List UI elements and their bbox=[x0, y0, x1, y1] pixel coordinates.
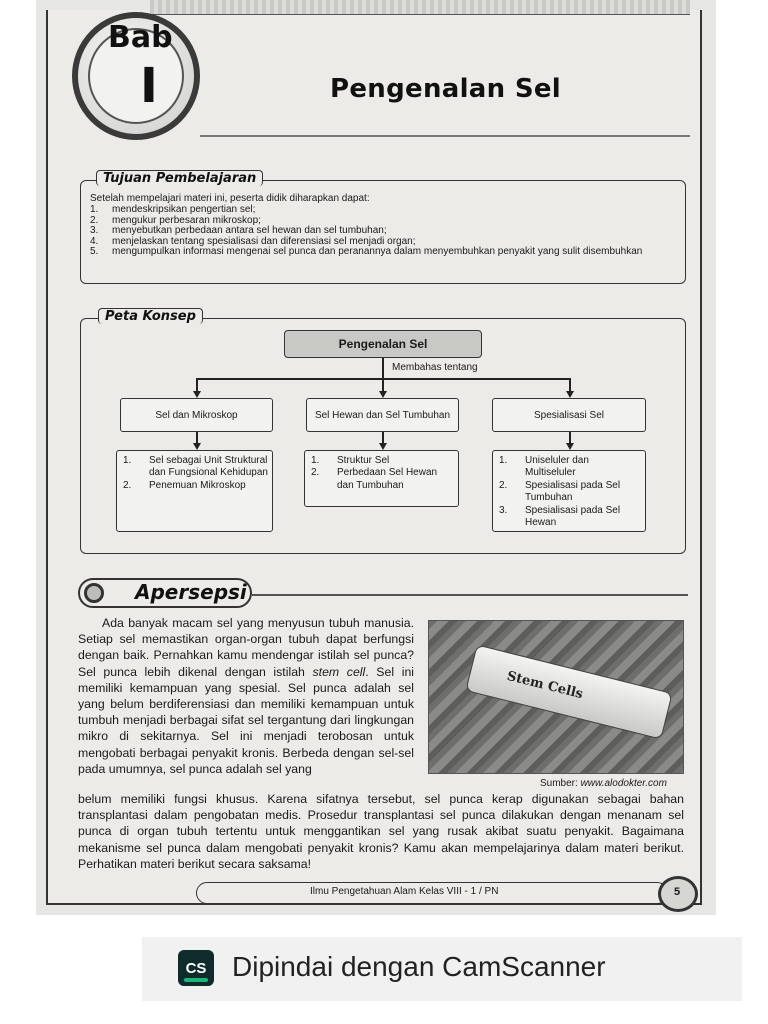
item-text: mengumpulkan informasi mengenai sel punca dan peranannya dalam menyembuhkan penyakit yang sulit disembuhkan bbox=[112, 246, 643, 258]
concept-leaf bbox=[492, 450, 646, 532]
list-item bbox=[123, 455, 268, 480]
item-text: Sel sebagai Unit Struktural dan Fungsional Kehidupan bbox=[149, 455, 268, 479]
item-text: menyebutkan perbedaan antara sel hewan dan sel tumbuhan; bbox=[112, 225, 387, 237]
item-number: 5. bbox=[90, 246, 99, 258]
caption-source: www.alodokter.com bbox=[580, 778, 667, 789]
item-number: 1. bbox=[123, 455, 132, 466]
list-item bbox=[499, 505, 641, 530]
item-text: mengukur perbesaran mikroskop; bbox=[112, 214, 261, 226]
connector-line bbox=[382, 432, 384, 443]
list-item bbox=[90, 247, 680, 258]
connector-line bbox=[196, 432, 198, 443]
paragraph-text: Ada banyak macam sel yang menyusun tubuh manusia. Setiap sel memastikan organ-organ tubuh dapat berfungsi dengan baik. Pernahkan kamu mendengar istilah sel punca? Sel punca lebih dikenal dengan istilah bbox=[78, 616, 414, 679]
connector-line bbox=[196, 378, 198, 391]
bullet-circle-icon bbox=[84, 583, 104, 603]
connector-line bbox=[382, 378, 384, 391]
paragraph-italic-term: stem cell bbox=[312, 664, 366, 679]
connector-line bbox=[569, 378, 571, 391]
item-number: 3. bbox=[90, 225, 99, 237]
item-text: mendeskripsikan pengertian sel; bbox=[112, 204, 256, 215]
camscanner-logo-accent bbox=[184, 978, 208, 982]
item-number: 3. bbox=[499, 504, 508, 516]
camscanner-text: Dipindai dengan CamScanner bbox=[232, 951, 606, 982]
concept-branch: Spesialisasi Sel bbox=[492, 398, 646, 432]
item-text: Struktur Sel bbox=[337, 455, 390, 466]
connector-label: Membahas tentang bbox=[392, 362, 478, 373]
apersepsi-divider bbox=[252, 594, 688, 596]
item-text: menjelaskan tentang spesialisasi dan diferensiasi sel menjadi organ; bbox=[112, 235, 416, 247]
connector-line bbox=[382, 358, 384, 378]
list-item bbox=[499, 480, 641, 505]
paragraph-text: . Sel ini memiliki kemampuan yang spesial. Sel punca adalah sel yang belum berdiferensiasi dan memiliki kemampuan untuk tumbuh menjadi berbagai sifat sel tergantung dari lingkungan mikro di sekitarnya. Sel ini menjadi terobosan untuk mengobati berbagai penyakit kronis. Berbeda dengan sel-sel pada umumnya, sel punca adalah sel yang bbox=[78, 664, 415, 776]
concept-branch: Sel dan Mikroskop bbox=[120, 398, 273, 432]
apersepsi-paragraph-top bbox=[78, 615, 414, 777]
apersepsi-paragraph-bottom: belum memiliki fungsi khusus. Karena sifatnya tersebut, sel punca kerap digunakan sebagai bahan transplantasi dalam pengobatan medis. Prosedur transplantasi sel punca dilakukan dengan menanam sel punca di organ tubuh tertentu untuk menggantikan sel yang rusak akibat suatu penyakit. Bagaimana mekanisme sel punca dalam mengobati penyakit kronis? Kamu akan mempelajarinya dalam materi berikut. Perhatikan materi berikut secara saksama! bbox=[78, 792, 684, 871]
concept-branch: Sel Hewan dan Sel Tumbuhan bbox=[306, 398, 459, 432]
item-number: 2. bbox=[499, 479, 508, 491]
item-number: 2. bbox=[123, 479, 132, 491]
chapter-number: I bbox=[140, 58, 158, 114]
item-number: 2. bbox=[311, 467, 320, 479]
peta-heading: Peta Konsep bbox=[98, 308, 203, 324]
list-item bbox=[311, 467, 454, 492]
tujuan-heading: Tujuan Pembelajaran bbox=[96, 170, 263, 186]
page-number: 5 bbox=[674, 886, 681, 898]
concept-leaf bbox=[304, 450, 459, 507]
top-decorative-band bbox=[150, 0, 690, 15]
arrow-icon bbox=[193, 391, 201, 398]
tujuan-list bbox=[90, 205, 680, 258]
chapter-word: Bab bbox=[108, 20, 173, 55]
arrow-icon bbox=[379, 443, 387, 450]
tujuan-intro: Setelah mempelajari materi ini, peserta didik diharapkan dapat: bbox=[90, 193, 370, 204]
list-item bbox=[311, 455, 454, 467]
item-number: 2. bbox=[90, 214, 99, 226]
list-item bbox=[499, 455, 641, 480]
photo-caption bbox=[540, 778, 667, 789]
caption-prefix: Sumber: bbox=[540, 778, 581, 789]
item-text: Spesialisasi pada Sel Tumbuhan bbox=[525, 479, 621, 504]
item-number: 1. bbox=[90, 204, 99, 215]
arrow-icon bbox=[566, 391, 574, 398]
connector-line bbox=[569, 432, 571, 443]
title-divider bbox=[200, 135, 690, 137]
arrow-icon bbox=[193, 443, 201, 450]
concept-root: Pengenalan Sel bbox=[284, 330, 482, 358]
camscanner-logo-icon: CS bbox=[178, 950, 214, 986]
concept-leaf bbox=[116, 450, 273, 532]
footer-text: Ilmu Pengetahuan Alam Kelas VIII - 1 / PN bbox=[310, 886, 499, 897]
list-item bbox=[123, 480, 268, 492]
photo-label: Stem Cells bbox=[505, 668, 585, 703]
apersepsi-heading: Apersepsi bbox=[135, 580, 247, 604]
list-item bbox=[90, 205, 680, 216]
item-number: 4. bbox=[90, 235, 99, 247]
item-text: Uniseluler dan Multiseluler bbox=[525, 455, 589, 479]
item-text: Perbedaan Sel Hewan dan Tumbuhan bbox=[337, 467, 438, 491]
chapter-title: Pengenalan Sel bbox=[330, 74, 561, 104]
item-text: Spesialisasi pada Sel Hewan bbox=[525, 504, 621, 529]
item-text: Penemuan Mikroskop bbox=[149, 479, 246, 491]
item-number: 1. bbox=[499, 455, 508, 466]
arrow-icon bbox=[566, 443, 574, 450]
item-number: 1. bbox=[311, 455, 320, 466]
arrow-icon bbox=[379, 391, 387, 398]
